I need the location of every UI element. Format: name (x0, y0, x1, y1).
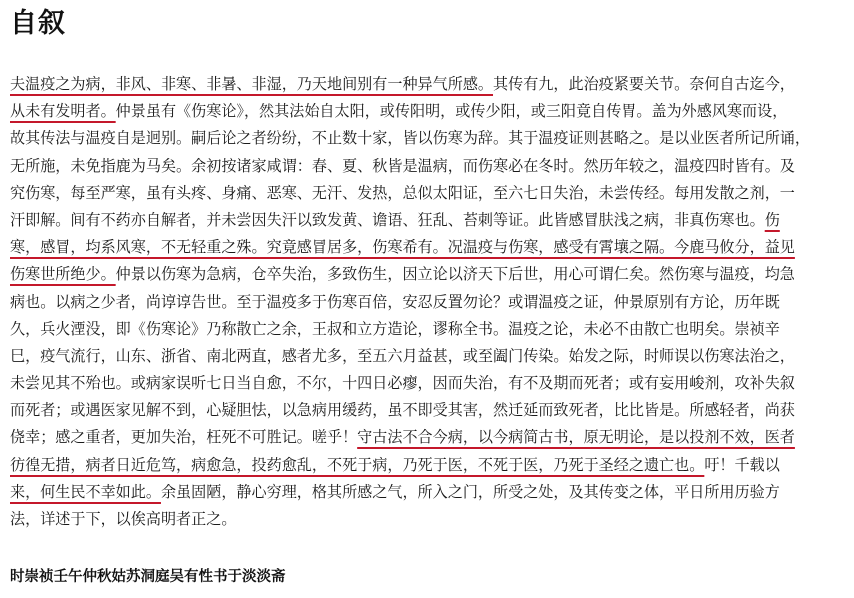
text-line (10, 207, 852, 234)
underlined-text: 彷徨无措，病者日近危笃，病愈急，投药愈乱，不死于病，乃死于医，不死于医，乃死于圣经之遗亡也。 (10, 455, 705, 474)
underlined-text: 来，何生民不幸如此。 (10, 482, 161, 501)
text-segment: 仲景虽有《伤寒论》，然其法始自太阳，或传阳明，或传少阳，或三阳竟自传胃。盖为外感风寒而设， (115, 102, 788, 121)
text-segment: 病也。以病之少者，尚谆谆告世。至于温疫多于伤寒百倍，安忍反置勿论？或谓温疫之证，仲景原别有方论，历年既 (10, 292, 780, 311)
text-line (10, 234, 852, 261)
underlined-text: 守古法不合今病，以今病简古书，原无明论，是以投剂不效，医者 (357, 428, 795, 447)
text-segment: 无所施，未免指鹿为马矣。余初按诸家咸谓：春、夏、秋皆是温病，而伤寒必在冬时。然历年较之，温疫四时皆有。及 (10, 156, 795, 175)
text-line (10, 98, 852, 125)
text-line (10, 397, 852, 424)
text-line (10, 452, 852, 479)
text-line (10, 261, 852, 288)
text-line (10, 71, 852, 98)
text-line (10, 180, 852, 207)
text-segment: 侥幸；感之重者，更加失治，枉死不可胜记。嗟乎！ (10, 428, 358, 447)
text-segment: 究伤寒，每至严寒，虽有头疼、身痛、恶寒、无汗、发热，总似太阳证，至六七日失治，未尝传经。每用发散之剂，一 (10, 183, 795, 202)
page-title: 自叙 (10, 8, 66, 39)
text-segment: 故其传法与温疫自是迥别。嗣后论之者纷纷，不止数十家，皆以伤寒为辞。其于温疫证则甚略之。是以业医者所记所诵， (10, 129, 810, 148)
text-segment: 吁！千载以 (704, 455, 780, 474)
text-segment: 汗即解。间有不药亦自解者，并未尝因失汗以致发黄、谵语、狂乱、苔刺等证。此皆感冒肤浅之病，非真伤寒也。 (10, 210, 765, 229)
text-segment: 而死者；或遇医家见解不到，心疑胆怯，以急病用缓药，虽不即受其害，然迁延而致死者，比比皆是。所感轻者，尚获 (10, 401, 795, 420)
preface-body (10, 71, 852, 533)
text-segment: 余虽固陋，静心穷理，格其所感之气，所入之门，所受之处，及其传变之体，平日所用历验方 (160, 482, 780, 501)
text-line (10, 370, 852, 397)
text-line (10, 424, 852, 451)
text-segment: 巳，疫气流行，山东、浙省、南北两直，感者尤多，至五六月益甚，或至阖门传染。始发之际，时师误以伤寒法治之， (10, 346, 795, 365)
underlined-text: 夫温疫之为病，非风、非寒、非暑、非湿，乃天地间别有一种异气所感。 (10, 75, 494, 93)
underlined-text: 伤寒世所绝少。 (10, 265, 116, 284)
text-segment: 法，详述于下，以俟高明者正之。 (10, 510, 237, 528)
text-segment: 其传有九，此治疫紧要关节。奈何自古迄今， (493, 75, 795, 93)
text-line (10, 125, 852, 152)
text-line (10, 153, 852, 180)
underlined-text: 从未有发明者。 (10, 102, 116, 121)
text-line (10, 506, 852, 533)
text-line (10, 316, 852, 343)
text-line (10, 343, 852, 370)
text-line (10, 479, 852, 506)
text-line (10, 289, 852, 316)
underlined-text: 伤 (764, 210, 780, 229)
underlined-text: 寒，感冒，均系风寒，不无轻重之殊。究竟感冒居多，伤寒希有。况温疫与伤寒，感受有霄壤之隔。今鹿马攸分，益见 (10, 238, 795, 257)
text-segment: 仲景以伤寒为急病，仓卒失治，多致伤生，因立论以济天下后世，用心可谓仁矣。然伤寒与温疫，均急 (115, 265, 795, 284)
signature-line: 时崇祯壬午仲秋姑苏洞庭吴有性书于淡淡斋 (10, 569, 286, 585)
text-segment: 未尝见其不殆也。或病家误听七日当自愈，不尔，十四日必瘳，因而失治，有不及期而死者；或有妄用峻剂，攻补失叙 (10, 374, 795, 393)
text-segment: 久，兵火湮没，即《伤寒论》乃称散亡之余，王叔和立方造论，谬称全书。温疫之论，未必不由散亡也明矣。崇祯辛 (10, 319, 780, 338)
